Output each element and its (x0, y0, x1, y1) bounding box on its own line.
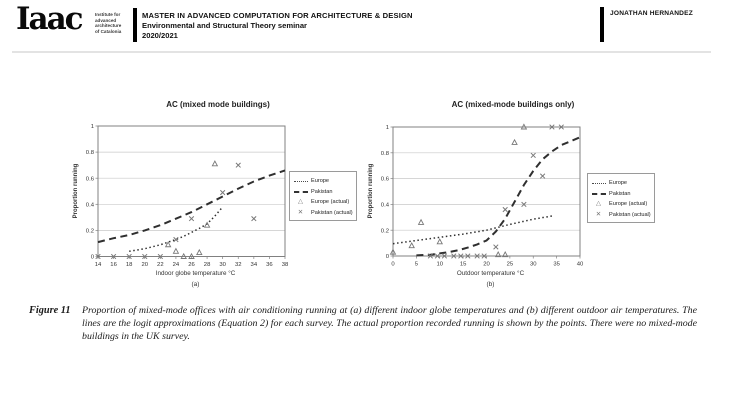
chart-b-panel-label: (b) (486, 281, 495, 288)
course-title: MASTER IN ADVANCED COMPUTATION FOR ARCHITECTURE & DESIGN (142, 11, 413, 20)
academic-year: 2020/2021 (142, 30, 178, 40)
svg-text:0.4: 0.4 (380, 202, 389, 209)
legend-label: Pakistan (actual) (609, 211, 651, 218)
legend-label: Europe (609, 180, 628, 187)
logo-divider-bar (133, 8, 137, 42)
svg-text:0.8: 0.8 (85, 150, 94, 157)
chart-b-legend (587, 173, 655, 223)
legend-label: Europe (actual) (311, 199, 350, 206)
legend-item (591, 178, 651, 189)
x-marker-icon: ✕ (297, 208, 304, 216)
author-divider-bar (600, 7, 604, 42)
institute-line: advanced (95, 17, 117, 23)
svg-text:25: 25 (506, 261, 514, 268)
svg-text:0.6: 0.6 (85, 176, 94, 183)
institute-line: Institute for (95, 12, 121, 17)
svg-text:30: 30 (529, 261, 537, 268)
x-marker-icon: ✕ (595, 210, 602, 218)
figure-caption (29, 304, 697, 343)
svg-text:18: 18 (125, 262, 133, 268)
svg-text:5: 5 (414, 261, 419, 268)
svg-text:24: 24 (172, 262, 180, 268)
triangle-marker-icon: △ (298, 198, 303, 206)
svg-text:16: 16 (110, 262, 117, 268)
institute-line: of Catalonia (95, 29, 122, 35)
legend-item (293, 176, 353, 187)
legend-item (591, 199, 651, 210)
svg-text:20: 20 (141, 262, 149, 268)
chart-b-title: AC (mixed-mode buildings only) (451, 100, 575, 109)
dotted-line-icon (591, 183, 606, 184)
svg-text:0.2: 0.2 (380, 228, 389, 235)
svg-text:0: 0 (385, 254, 389, 261)
svg-text:10: 10 (436, 261, 444, 268)
svg-text:26: 26 (188, 262, 195, 268)
chart-a-panel-label: (a) (191, 281, 200, 288)
svg-text:20: 20 (483, 261, 490, 268)
svg-text:15: 15 (459, 261, 467, 268)
legend-item (591, 189, 651, 200)
svg-text:38: 38 (281, 262, 289, 268)
dotted-line-icon (293, 181, 308, 182)
chart-a-title: AC (mixed mode buildings) (166, 100, 270, 109)
svg-text:1: 1 (90, 124, 94, 131)
iaac-logo: Iaac (16, 1, 82, 37)
header-rule (12, 51, 711, 53)
svg-text:34: 34 (250, 262, 258, 268)
svg-text:0.2: 0.2 (85, 228, 94, 235)
svg-text:0: 0 (391, 261, 395, 268)
legend-label: Pakistan (311, 188, 333, 195)
chart-a-xlabel: Indoor globe temperature °C (155, 270, 236, 277)
chart-b-ylabel: Proportion running (368, 163, 374, 219)
svg-text:32: 32 (234, 262, 242, 268)
legend-label: Europe (actual) (609, 201, 648, 208)
svg-text:35: 35 (553, 261, 560, 268)
legend-label: Pakistan (609, 190, 631, 197)
legend-label: Pakistan (actual) (311, 209, 353, 216)
dashed-line-icon (591, 193, 606, 195)
figure-caption-text: Proportion of mixed-mode offices with air conditioning running at (a) different indoor globe temperatures and (b) different outdoor air temperatures. The lines are the logit approximations (Equation 2) for each survey. The actual proportion recorded running is shown by the points. There were no mixed-mode buildings in the UK survey. (82, 305, 697, 342)
chart-a-legend (289, 171, 357, 221)
triangle-marker-icon: △ (596, 200, 601, 208)
svg-text:22: 22 (157, 262, 164, 268)
svg-text:1: 1 (385, 125, 389, 132)
svg-text:36: 36 (266, 262, 273, 268)
legend-label: Europe (311, 178, 330, 185)
legend-item (293, 187, 353, 198)
institute-line: architecture (95, 23, 122, 29)
iaac-institute-text (95, 12, 121, 35)
svg-text:30: 30 (219, 262, 226, 268)
svg-text:40: 40 (576, 261, 584, 268)
svg-text:28: 28 (203, 262, 211, 268)
author-name: JONATHAN HERNANDEZ (610, 10, 693, 17)
seminar-title: Environmental and Structural Theory seminar (142, 21, 307, 30)
chart-b-xlabel: Outdoor temperature °C (456, 270, 525, 277)
svg-text:0.4: 0.4 (85, 202, 94, 209)
svg-text:0: 0 (90, 254, 94, 261)
svg-text:0.6: 0.6 (380, 176, 389, 183)
dashed-line-icon (293, 191, 308, 193)
legend-item (293, 197, 353, 208)
legend-item (591, 210, 651, 221)
figure-caption-label: Figure 11 (29, 305, 71, 316)
svg-text:0.8: 0.8 (380, 150, 389, 157)
legend-item (293, 208, 353, 219)
svg-text:14: 14 (94, 262, 102, 268)
chart-a-ylabel: Proportion running (73, 163, 79, 219)
